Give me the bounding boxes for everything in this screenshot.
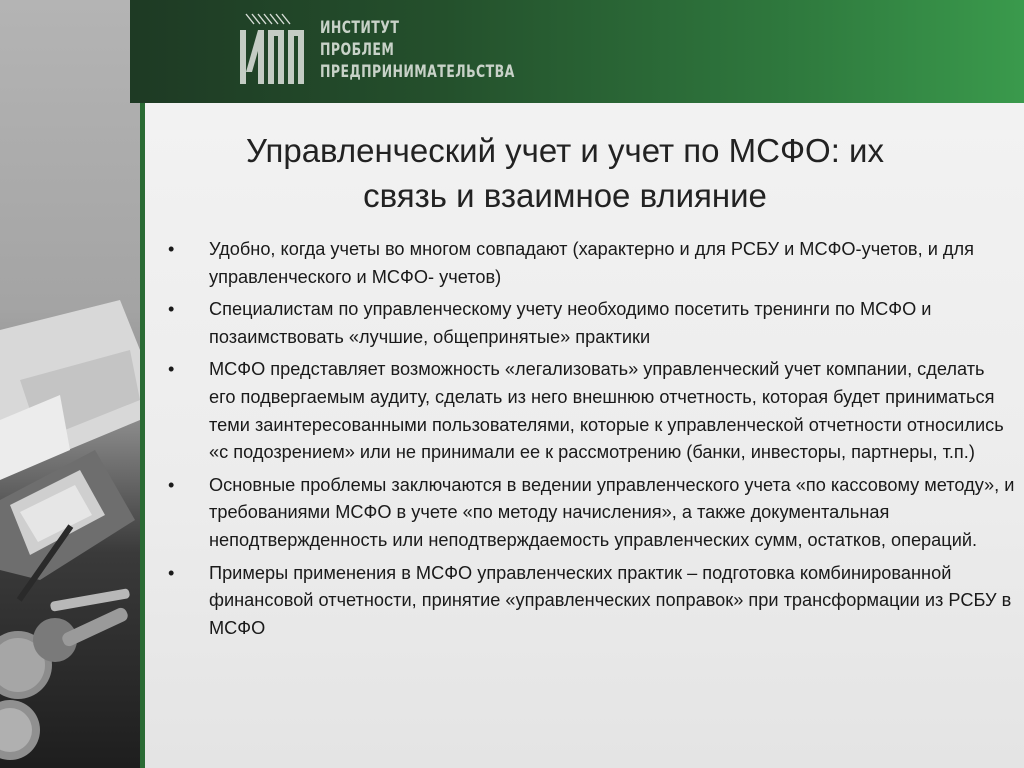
- bullet-list: [168, 236, 1016, 647]
- bullet-icon: •: [168, 474, 175, 495]
- bullet-text: Специалистам по управленческому учету необходимо посетить тренинги по МСФО и позаимствовать «лучшие, общепринятые» практики: [209, 299, 932, 347]
- bullet-text: Примеры применения в МСФО управленческих практик – подготовка комбинированной финансовой отчетности, принятие «управленческих поправок» при трансформации из РСБУ в МСФО: [209, 562, 1012, 638]
- logo-text-line: ИНСТИТУТ: [320, 18, 400, 38]
- bullet-text: МСФО представляет возможность «легализовать» управленческий учет компании, сделать его подвергаемым аудиту, сделать из него внешнюю отчетность, которая будет приниматься теми заинтересованными пользователями, которые к управленческой отчетности относились «с подозрением» или не принимали ее к рассмотрению (банки, инвесторы, партнеры, т.п.): [209, 359, 1004, 463]
- list-item: [168, 296, 1016, 351]
- institute-logo-mark: [236, 12, 306, 88]
- bullet-icon: •: [168, 239, 175, 259]
- bullet-text: Основные проблемы заключаются в ведении управленческого учета «по кассовому методу», и требованиями МСФО в учете «по методу начисления», а также документальная неподтвержденность или неподтверждаемость управленческих сумм, остатков, операций.: [209, 474, 1015, 550]
- list-item: [168, 236, 1016, 291]
- slide-title-line: связь и взаимное влияние: [363, 177, 767, 214]
- list-item: [168, 560, 1016, 643]
- bullet-text: Удобно, когда учеты во многом совпадают (характерно и для РСБУ и МСФО-учетов, и для управленческого и МСФО- учетов): [209, 239, 974, 287]
- logo-text-line: ПРОБЛЕМ: [320, 40, 395, 60]
- institute-logo-text: [320, 17, 515, 83]
- bullet-icon: •: [168, 359, 175, 380]
- bullet-icon: •: [168, 562, 175, 583]
- slide-title-line: Управленческий учет и учет по МСФО: их: [246, 132, 884, 169]
- list-item: [168, 472, 1016, 555]
- bullet-icon: •: [168, 299, 175, 320]
- logo-text-line: ПРЕДПРИНИМАТЕЛЬСТВА: [320, 62, 515, 82]
- decorative-photo: [0, 0, 140, 768]
- slide-title: [150, 128, 980, 218]
- list-item: [168, 356, 1016, 466]
